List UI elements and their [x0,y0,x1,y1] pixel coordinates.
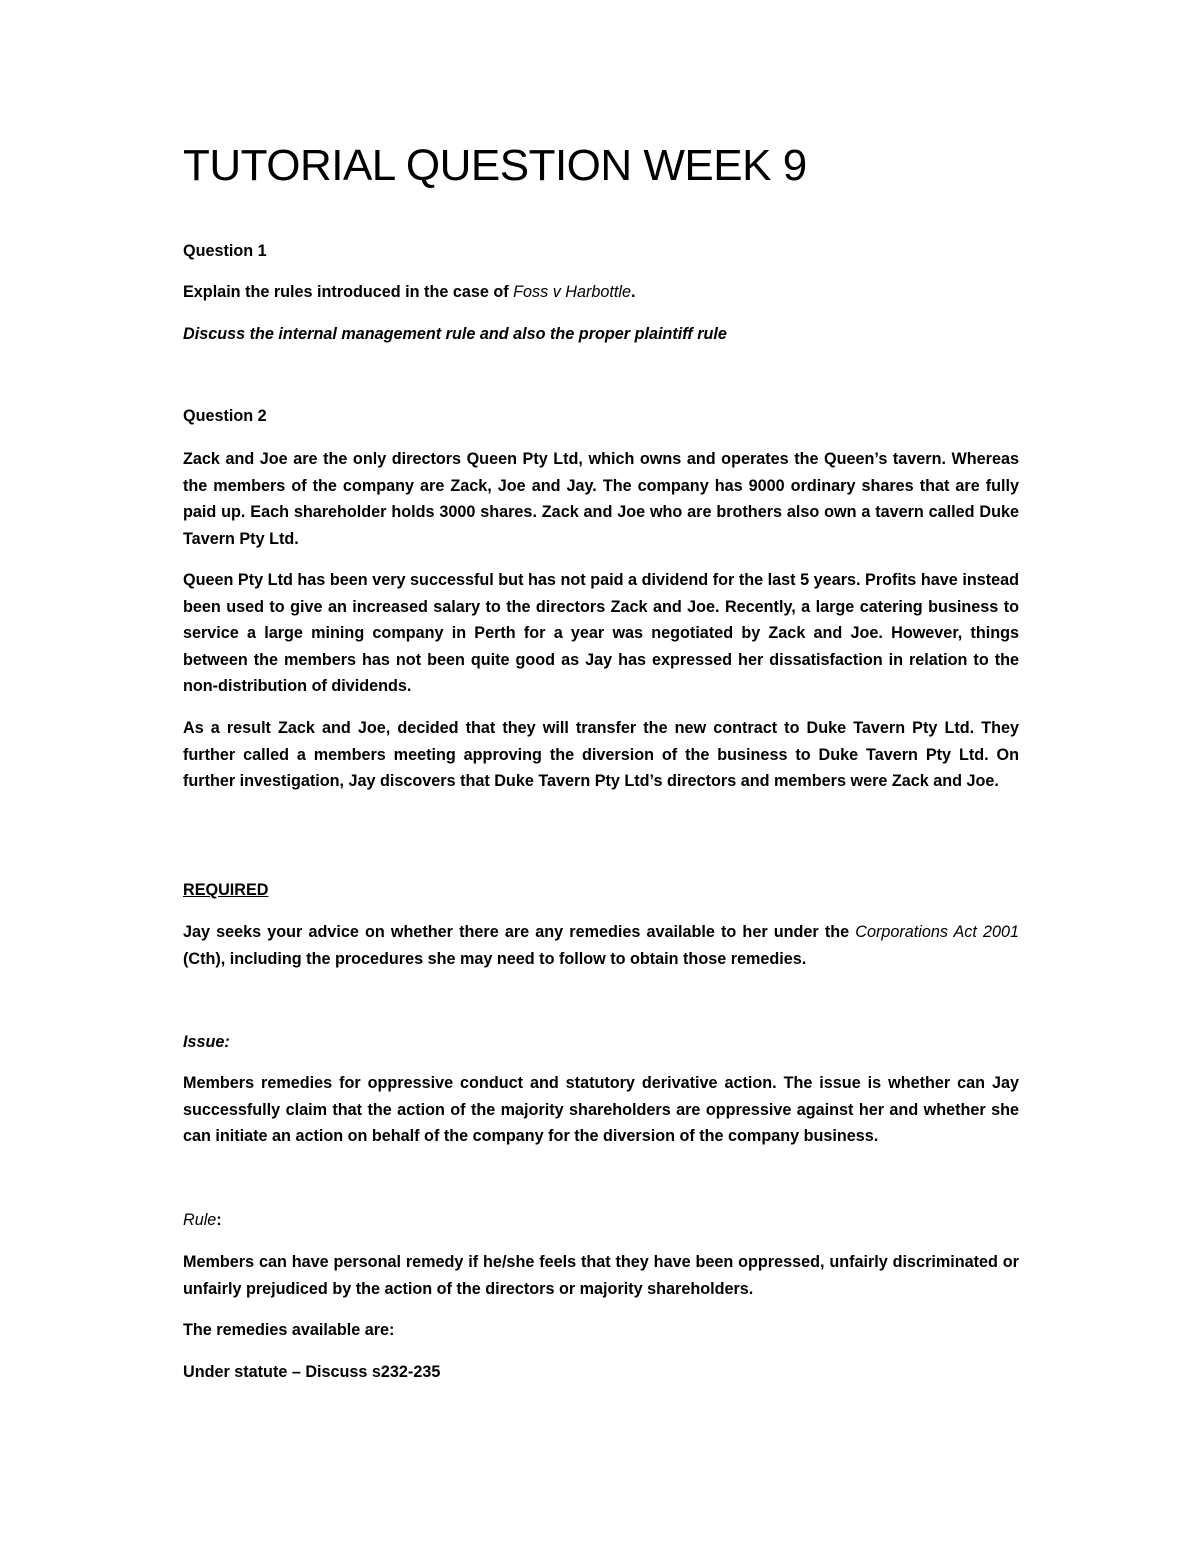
issue-text: Members remedies for oppressive conduct and statutory derivative action. The issue is whether can Jay successfully claim that the action of the majority shareholders are oppressive against her and whether she can initiate an action on behalf of the company for the diversion of the company business. [183,1074,1019,1145]
rule-text: Members can have personal remedy if he/she feels that they have been oppressed, unfairly discriminated or unfairly prejudiced by the action of the directors or majority shareholders. [183,1253,1019,1298]
question-1-text-prefix: Explain the rules introduced in the case of [183,283,514,301]
rule-heading [183,1207,1019,1234]
act-name: Corporations Act 2001 [855,923,1019,941]
required-text-mid: ( [183,949,189,968]
question-2-paragraph-1: Zack and Joe are the only directors Queen Pty Ltd, which owns and operates the Queen’s tavern. Whereas the members of the company are Zack, Joe and Jay. The company has 9000 ordinary shares that are fully paid up. Each shareholder holds 3000 shares. Zack and Joe who are brothers also own a tavern called Duke Tavern Pty Ltd. [183,450,1019,548]
required-text-prefix: Jay seeks your advice on whether there are any remedies available to her under the [183,923,856,941]
rule-heading-colon: : [216,1211,222,1229]
question-1-heading: Question 1 [183,242,267,260]
issue-heading: Issue: [183,1033,230,1051]
remedies-label: The remedies available are: [183,1321,395,1339]
question-1-text-suffix: . [630,283,636,301]
required-text [183,919,1019,972]
question-1-text [183,279,1019,306]
required-text-suffix: ), including the procedures she may need to follow to obtain those remedies. [215,949,807,968]
required-heading: REQUIRED [183,881,269,899]
question-2-paragraph-2: Queen Pty Ltd has been very successful but has not paid a dividend for the last 5 years. Profits have instead been used to give an increased salary to the directors Zack and Joe. Recently, a large catering business to service a large mining company in Perth for a year was negotiated by Zack and Joe. However, things between the members has not been quite good as Jay has expressed her dissatisfaction in relation to the non-distribution of dividends. [183,571,1019,695]
statute-reference: Under statute – Discuss s232-235 [183,1363,441,1381]
question-2-paragraph-3: As a result Zack and Joe, decided that they will transfer the new contract to Duke Tavern Pty Ltd. They further called a members meeting approving the diversion of the business to Duke Tavern Pty Ltd. On further investigation, Jay discovers that Duke Tavern Pty Ltd’s directors and members were Zack and Joe. [183,719,1019,790]
question-2-heading: Question 2 [183,407,267,425]
document-title: TUTORIAL QUESTION WEEK 9 [183,141,807,190]
case-name: Foss v Harbottle [513,283,631,301]
rule-heading-label: Rule [183,1211,217,1229]
jurisdiction: Cth [188,949,216,968]
question-1-discussion: Discuss the internal management rule and also the proper plaintiff rule [183,325,727,343]
